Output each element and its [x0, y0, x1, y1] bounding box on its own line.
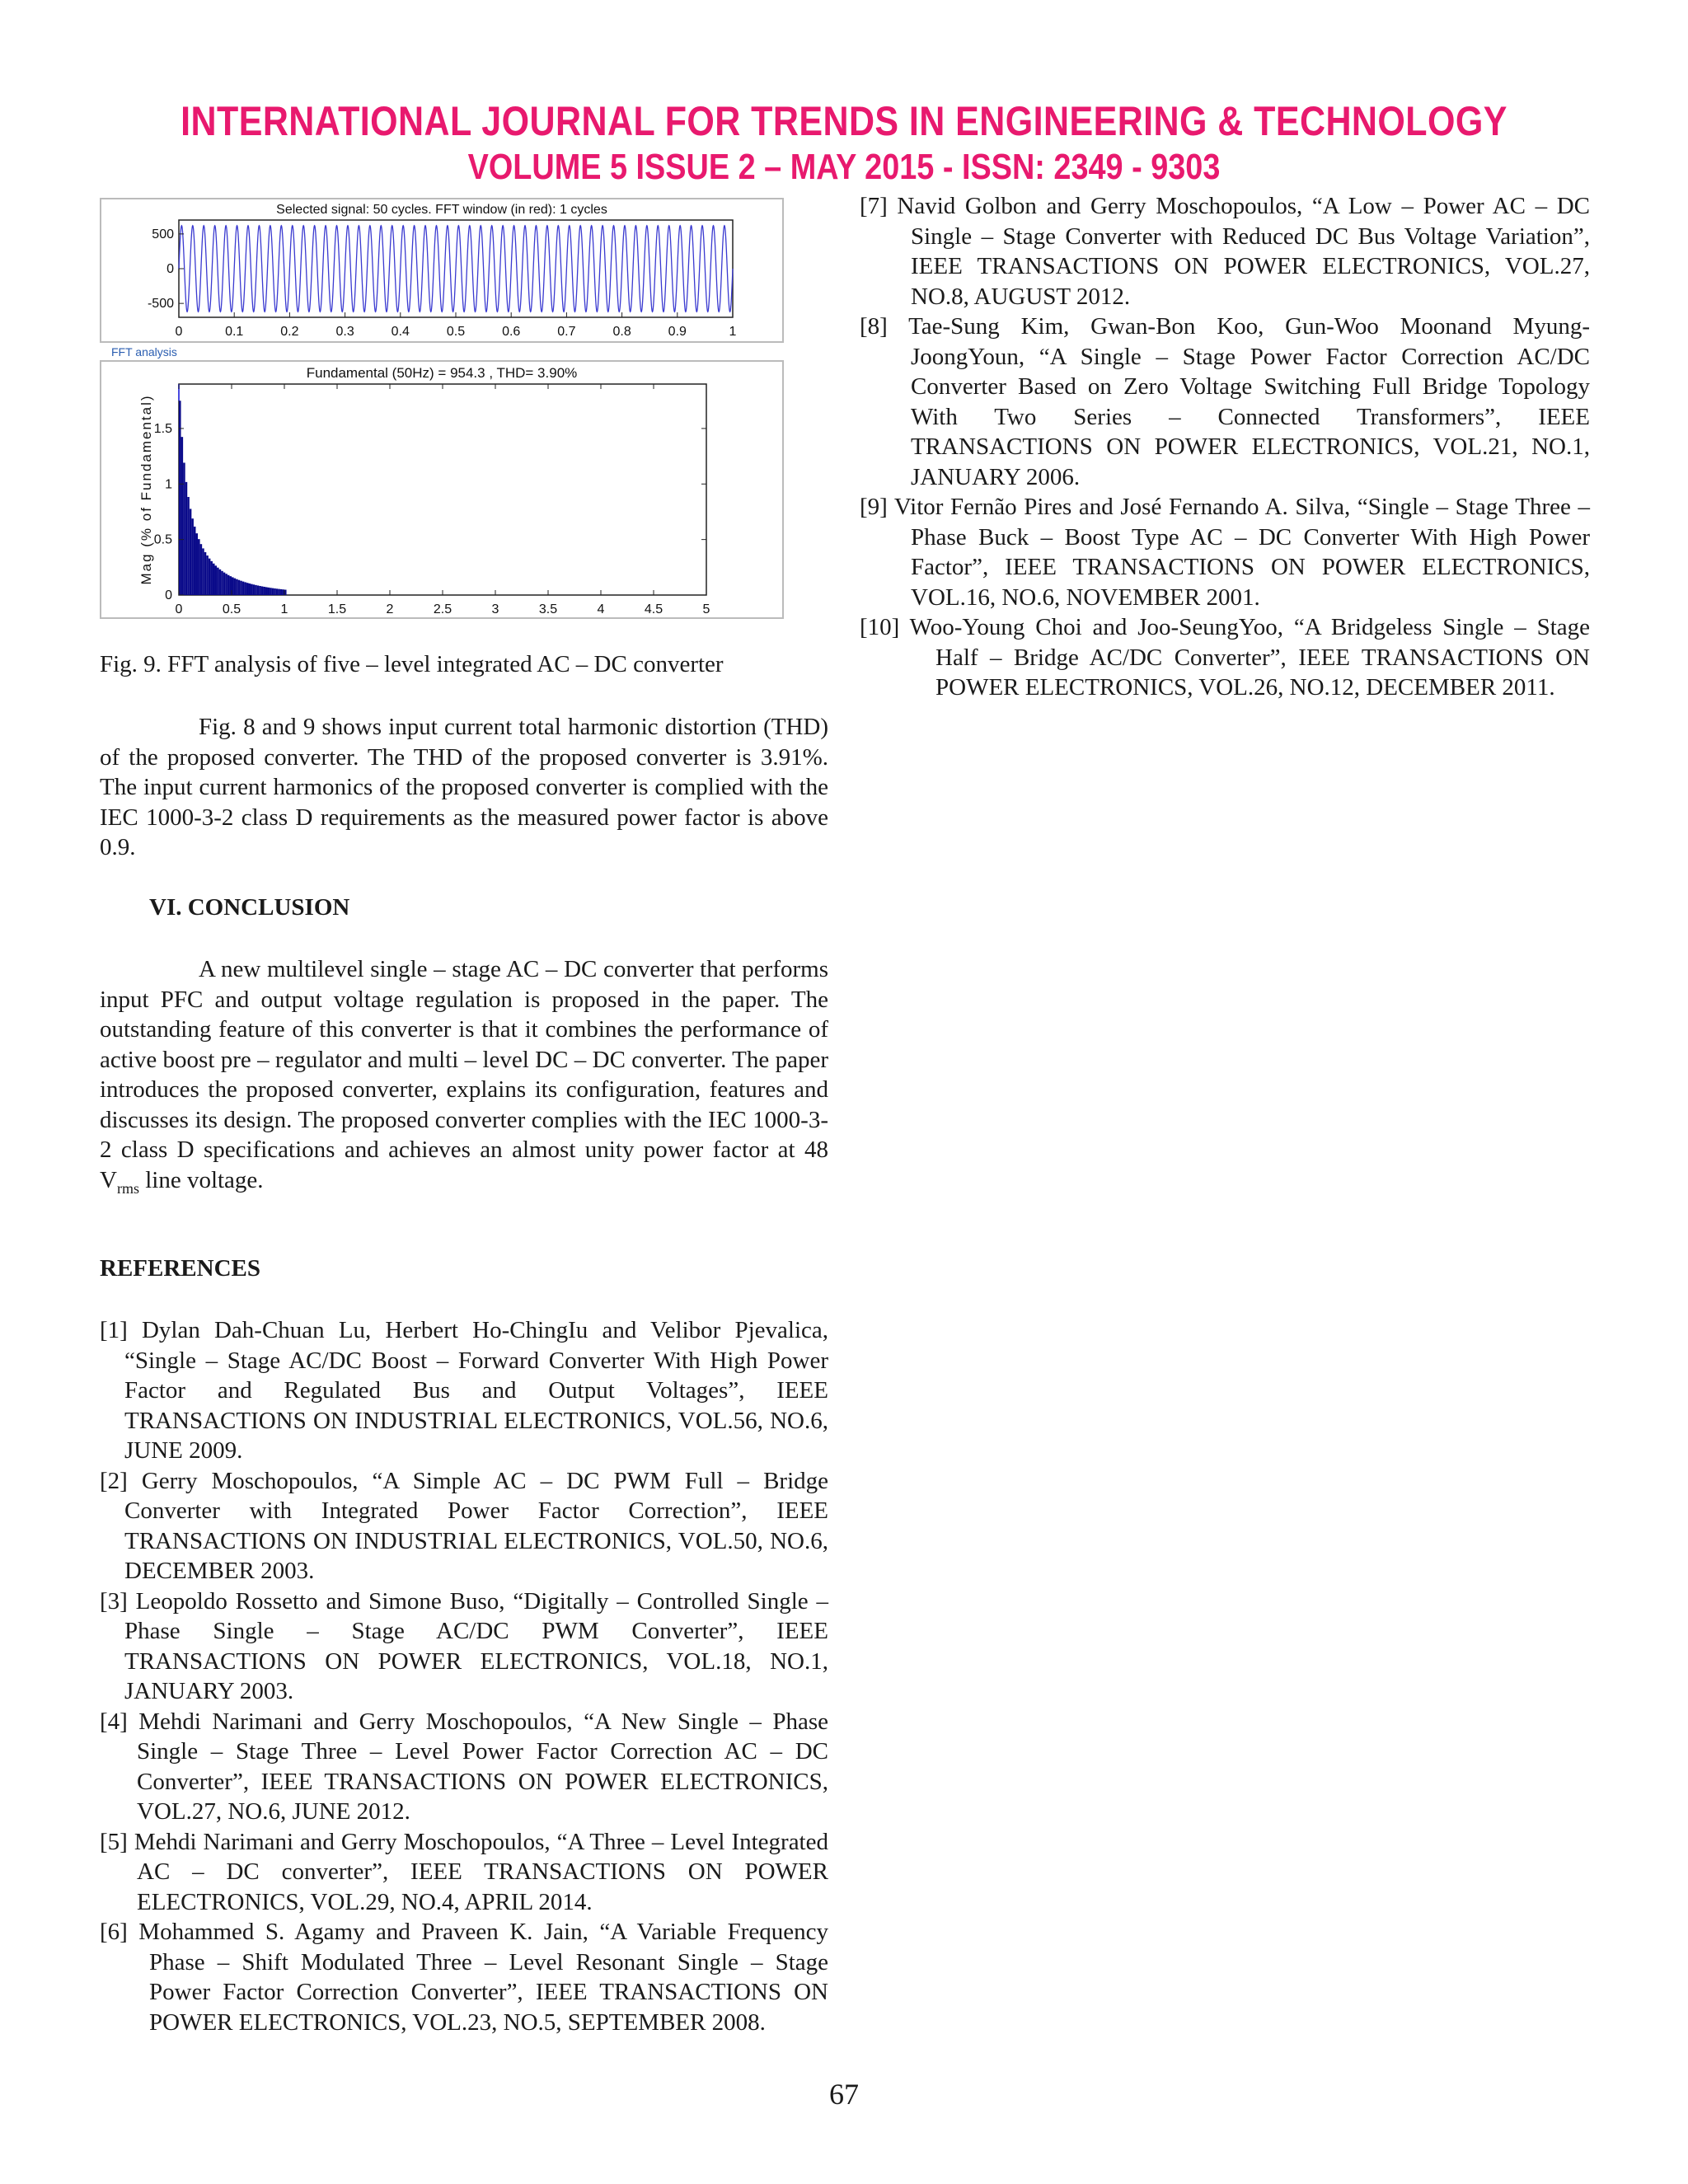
fft-bar: [181, 437, 184, 595]
fft-x-tick-label: 0: [175, 602, 183, 616]
fft-bar: [259, 586, 261, 595]
fft-bar: [190, 509, 192, 595]
fft-bar: [238, 580, 241, 595]
fft-bar: [200, 544, 203, 595]
signal-x-tick-label: 0.2: [280, 325, 299, 339]
fft-y-tick-label: 0: [165, 588, 172, 602]
fft-bar: [185, 482, 188, 595]
signal-x-tick-label: 0: [175, 325, 183, 339]
reference-item: [3] Leopoldo Rossetto and Simone Buso, “Digitally – Controlled Single – Phase Single – Stage AC/DC PWM Converter”, IEEE TRANSACTIONS ON POWER ELECTRONICS, VOL.18, NO.1, JANUARY 2003.: [100, 1587, 828, 1704]
results-text: Fig. 8 and 9 shows input current total harmonic distortion (THD) of the proposed converter. The THD of the proposed converter is 3.91%. The input current harmonics of the proposed converter is complied with the IEC 1000-3-2 class D requirements as the measured power factor is above 0.9.: [100, 714, 828, 860]
reference-item: [7] Navid Golbon and Gerry Moschopoulos, “A Low – Power AC – DC Single – Stage Converter with Reduced DC Bus Voltage Variation”, IEEE TRANSACTIONS ON POWER ELECTRONICS, VOL.27, NO.8, AUGUST 2012.: [860, 193, 1590, 310]
signal-x-tick-label: 0.7: [557, 325, 576, 339]
signal-x-tick-label: 0.4: [391, 325, 410, 339]
signal-y-tick-label: 0: [166, 262, 174, 276]
figure-caption: Fig. 9. FFT analysis of five – level integrated AC – DC converter: [100, 651, 724, 677]
references-list-right: [860, 191, 1590, 703]
fft-bar: [195, 533, 198, 595]
signal-x-tick-label: 0.3: [335, 325, 354, 339]
signal-x-tick-label: 0.1: [225, 325, 244, 339]
fft-x-tick-label: 5: [702, 602, 710, 616]
fft-bar: [210, 561, 213, 595]
fft-bar: [253, 584, 256, 595]
fft-x-tick-label: 0.5: [222, 602, 241, 616]
fft-bar: [280, 589, 283, 595]
fft-bar: [263, 587, 265, 595]
signal-x-tick-label: 0.5: [446, 325, 466, 339]
signal-x-tick-label: 1: [729, 325, 737, 339]
fft-panel-label: FFT analysis: [111, 345, 177, 359]
conclusion-heading: VI. CONCLUSION: [149, 894, 350, 921]
fft-bar: [183, 462, 185, 595]
page-number: 67: [829, 2078, 859, 2111]
fft-bar: [236, 579, 238, 595]
fft-x-tick-label: 1: [280, 602, 288, 616]
fft-x-tick-label: 2: [386, 602, 394, 616]
fft-bar: [191, 518, 194, 595]
reference-item: [10] Woo-Young Choi and Joo-SeungYoo, “A Bridgeless Single – Stage Half – Bridge AC/DC Converter”, IEEE TRANSACTIONS ON POWER ELECTRONICS, VOL.26, NO.12, DECEMBER 2011.: [860, 614, 1590, 701]
journal-volume-line: VOLUME 5 ISSUE 2 – MAY 2015 - ISSN: 2349 - 9303: [467, 147, 1221, 187]
signal-x-tick-label: 0.6: [502, 325, 521, 339]
fft-bar: [198, 539, 200, 595]
reference-item: [5] Mehdi Narimani and Gerry Moschopoulos, “A Three – Level Integrated AC – DC converter”, IEEE TRANSACTIONS ON POWER ELECTRONICS, VOL.29, NO.4, APRIL 2014.: [100, 1828, 828, 1915]
fft-bar: [234, 579, 237, 595]
fft-y-tick-label: 1.5: [153, 421, 172, 436]
fft-ylabel: Mag (% of Fundamental): [138, 394, 154, 585]
signal-x-tick-label: 0.9: [668, 325, 687, 339]
journal-title: INTERNATIONAL JOURNAL FOR TRENDS IN ENGINEERING & TECHNOLOGY: [181, 98, 1507, 144]
references-list-left: [100, 1315, 828, 2037]
fft-bar: [223, 573, 226, 595]
fft-plot-title: Fundamental (50Hz) = 954.3 , THD= 3.90%: [306, 365, 578, 381]
reference-item: [4] Mehdi Narimani and Gerry Moschopoulos, “A New Single – Phase Single – Stage Three – Level Power Factor Correction AC – DC Converter”, IEEE TRANSACTIONS ON POWER ELECTRONICS, VOL.27, NO.6, JUNE 2012.: [100, 1708, 828, 1825]
fft-bar: [265, 587, 268, 595]
fft-bar: [268, 588, 270, 595]
fft-bar: [255, 585, 257, 595]
fft-y-tick-label: 1: [165, 477, 172, 492]
conclusion-paragraph: [100, 954, 828, 1203]
fft-x-tick-label: 4.5: [644, 602, 663, 616]
fft-bar: [221, 571, 223, 595]
fft-bar: [248, 583, 251, 595]
reference-item: [8] Tae-Sung Kim, Gwan-Bon Koo, Gun-Woo Moonand Myung-JoongYoun, “A Single – Stage Power Factor Correction AC/DC Converter Based on Zero Voltage Switching Full Bridge Topology With Two Series – Connected Transformers”, IEEE TRANSACTIONS ON POWER ELECTRONICS, VOL.21, NO.1, JANUARY 2006.: [860, 313, 1590, 490]
fft-bar: [274, 588, 276, 595]
fft-bar: [225, 574, 227, 595]
fft-x-tick-label: 1.5: [327, 602, 347, 616]
fft-bar: [202, 548, 204, 595]
fft-bar: [272, 588, 274, 595]
fft-figure: [100, 194, 785, 620]
vrms-subscript: rms: [116, 1179, 139, 1197]
conclusion-text: A new multilevel single – stage AC – DC converter that performs input PFC and output voltage regulation is proposed in the paper. The outstanding feature of this converter is that it combines the performance of active boost pre – regulator and multi – level DC – DC converter. The paper introduces the proposed converter, explains its configuration, features and discusses its design. The proposed converter complies with the IEC 1000-3-2 class D specifications and achieves an almost unity power factor at 48 V: [100, 956, 828, 1193]
fft-bar: [251, 584, 253, 595]
fft-bar: [187, 497, 190, 595]
signal-y-tick-label: 500: [152, 227, 174, 241]
fft-bar: [179, 401, 181, 595]
fft-bar: [194, 527, 196, 595]
fft-bar: [276, 588, 279, 595]
fft-bar: [219, 569, 222, 595]
fft-x-tick-label: 3: [491, 602, 499, 616]
fft-bar: [206, 555, 209, 595]
fft-bar: [270, 588, 272, 595]
conclusion-text-end: line voltage.: [138, 1166, 264, 1193]
reference-item: [6] Mohammed S. Agamy and Praveen K. Jain, “A Variable Frequency Phase – Shift Modulated Three – Level Resonant Single – Stage Power Factor Correction Converter”, IEEE TRANSACTIONS ON POWER ELECTRONICS, VOL.23, NO.5, SEPTEMBER 2008.: [100, 1919, 828, 2036]
reference-item: [1] Dylan Dah-Chuan Lu, Herbert Ho-ChingIu and Velibor Pjevalica, “Single – Stage AC/DC Boost – Forward Converter With High Power Factor and Regulated Bus and Output Voltages”, IEEE TRANSACTIONS ON INDUSTRIAL ELECTRONICS, VOL.56, NO.6, JUNE 2009.: [100, 1317, 828, 1464]
fft-bar: [213, 564, 215, 595]
fft-bar: [261, 586, 264, 595]
fft-bar: [278, 589, 280, 595]
fft-x-tick-label: 2.5: [433, 602, 452, 616]
results-paragraph: [100, 712, 828, 863]
fft-bar: [215, 565, 218, 595]
signal-x-tick-label: 0.8: [612, 325, 631, 339]
signal-y-tick-label: -500: [147, 297, 174, 312]
fft-bar: [257, 585, 260, 595]
fft-x-tick-label: 4: [597, 602, 605, 616]
fft-bar: [227, 575, 230, 595]
fft-bar: [209, 559, 211, 595]
fft-bar: [242, 582, 245, 595]
fft-y-tick-label: 0.5: [153, 532, 172, 547]
fft-x-tick-label: 3.5: [538, 602, 558, 616]
reference-item: [9] Vitor Fernão Pires and José Fernando A. Silva, “Single – Stage Three – Phase Buck – Boost Type AC – DC Converter With High Power Factor”, IEEE TRANSACTIONS ON POWER ELECTRONICS, VOL.16, NO.6, NOVEMBER 2001.: [860, 494, 1590, 611]
fft-bar: [204, 552, 207, 595]
references-heading: REFERENCES: [100, 1255, 260, 1282]
fft-bar: [244, 582, 246, 595]
fft-bar: [240, 581, 242, 595]
fft-bar: [246, 583, 249, 595]
signal-plot-title: Selected signal: 50 cycles. FFT window (in red): 1 cycles: [276, 203, 607, 217]
reference-item: [2] Gerry Moschopoulos, “A Simple AC – DC PWM Full – Bridge Converter with Integrated Power Factor Correction”, IEEE TRANSACTIONS ON INDUSTRIAL ELECTRONICS, VOL.50, NO.6, DECEMBER 2003.: [100, 1467, 828, 1584]
fft-bar: [217, 568, 219, 595]
